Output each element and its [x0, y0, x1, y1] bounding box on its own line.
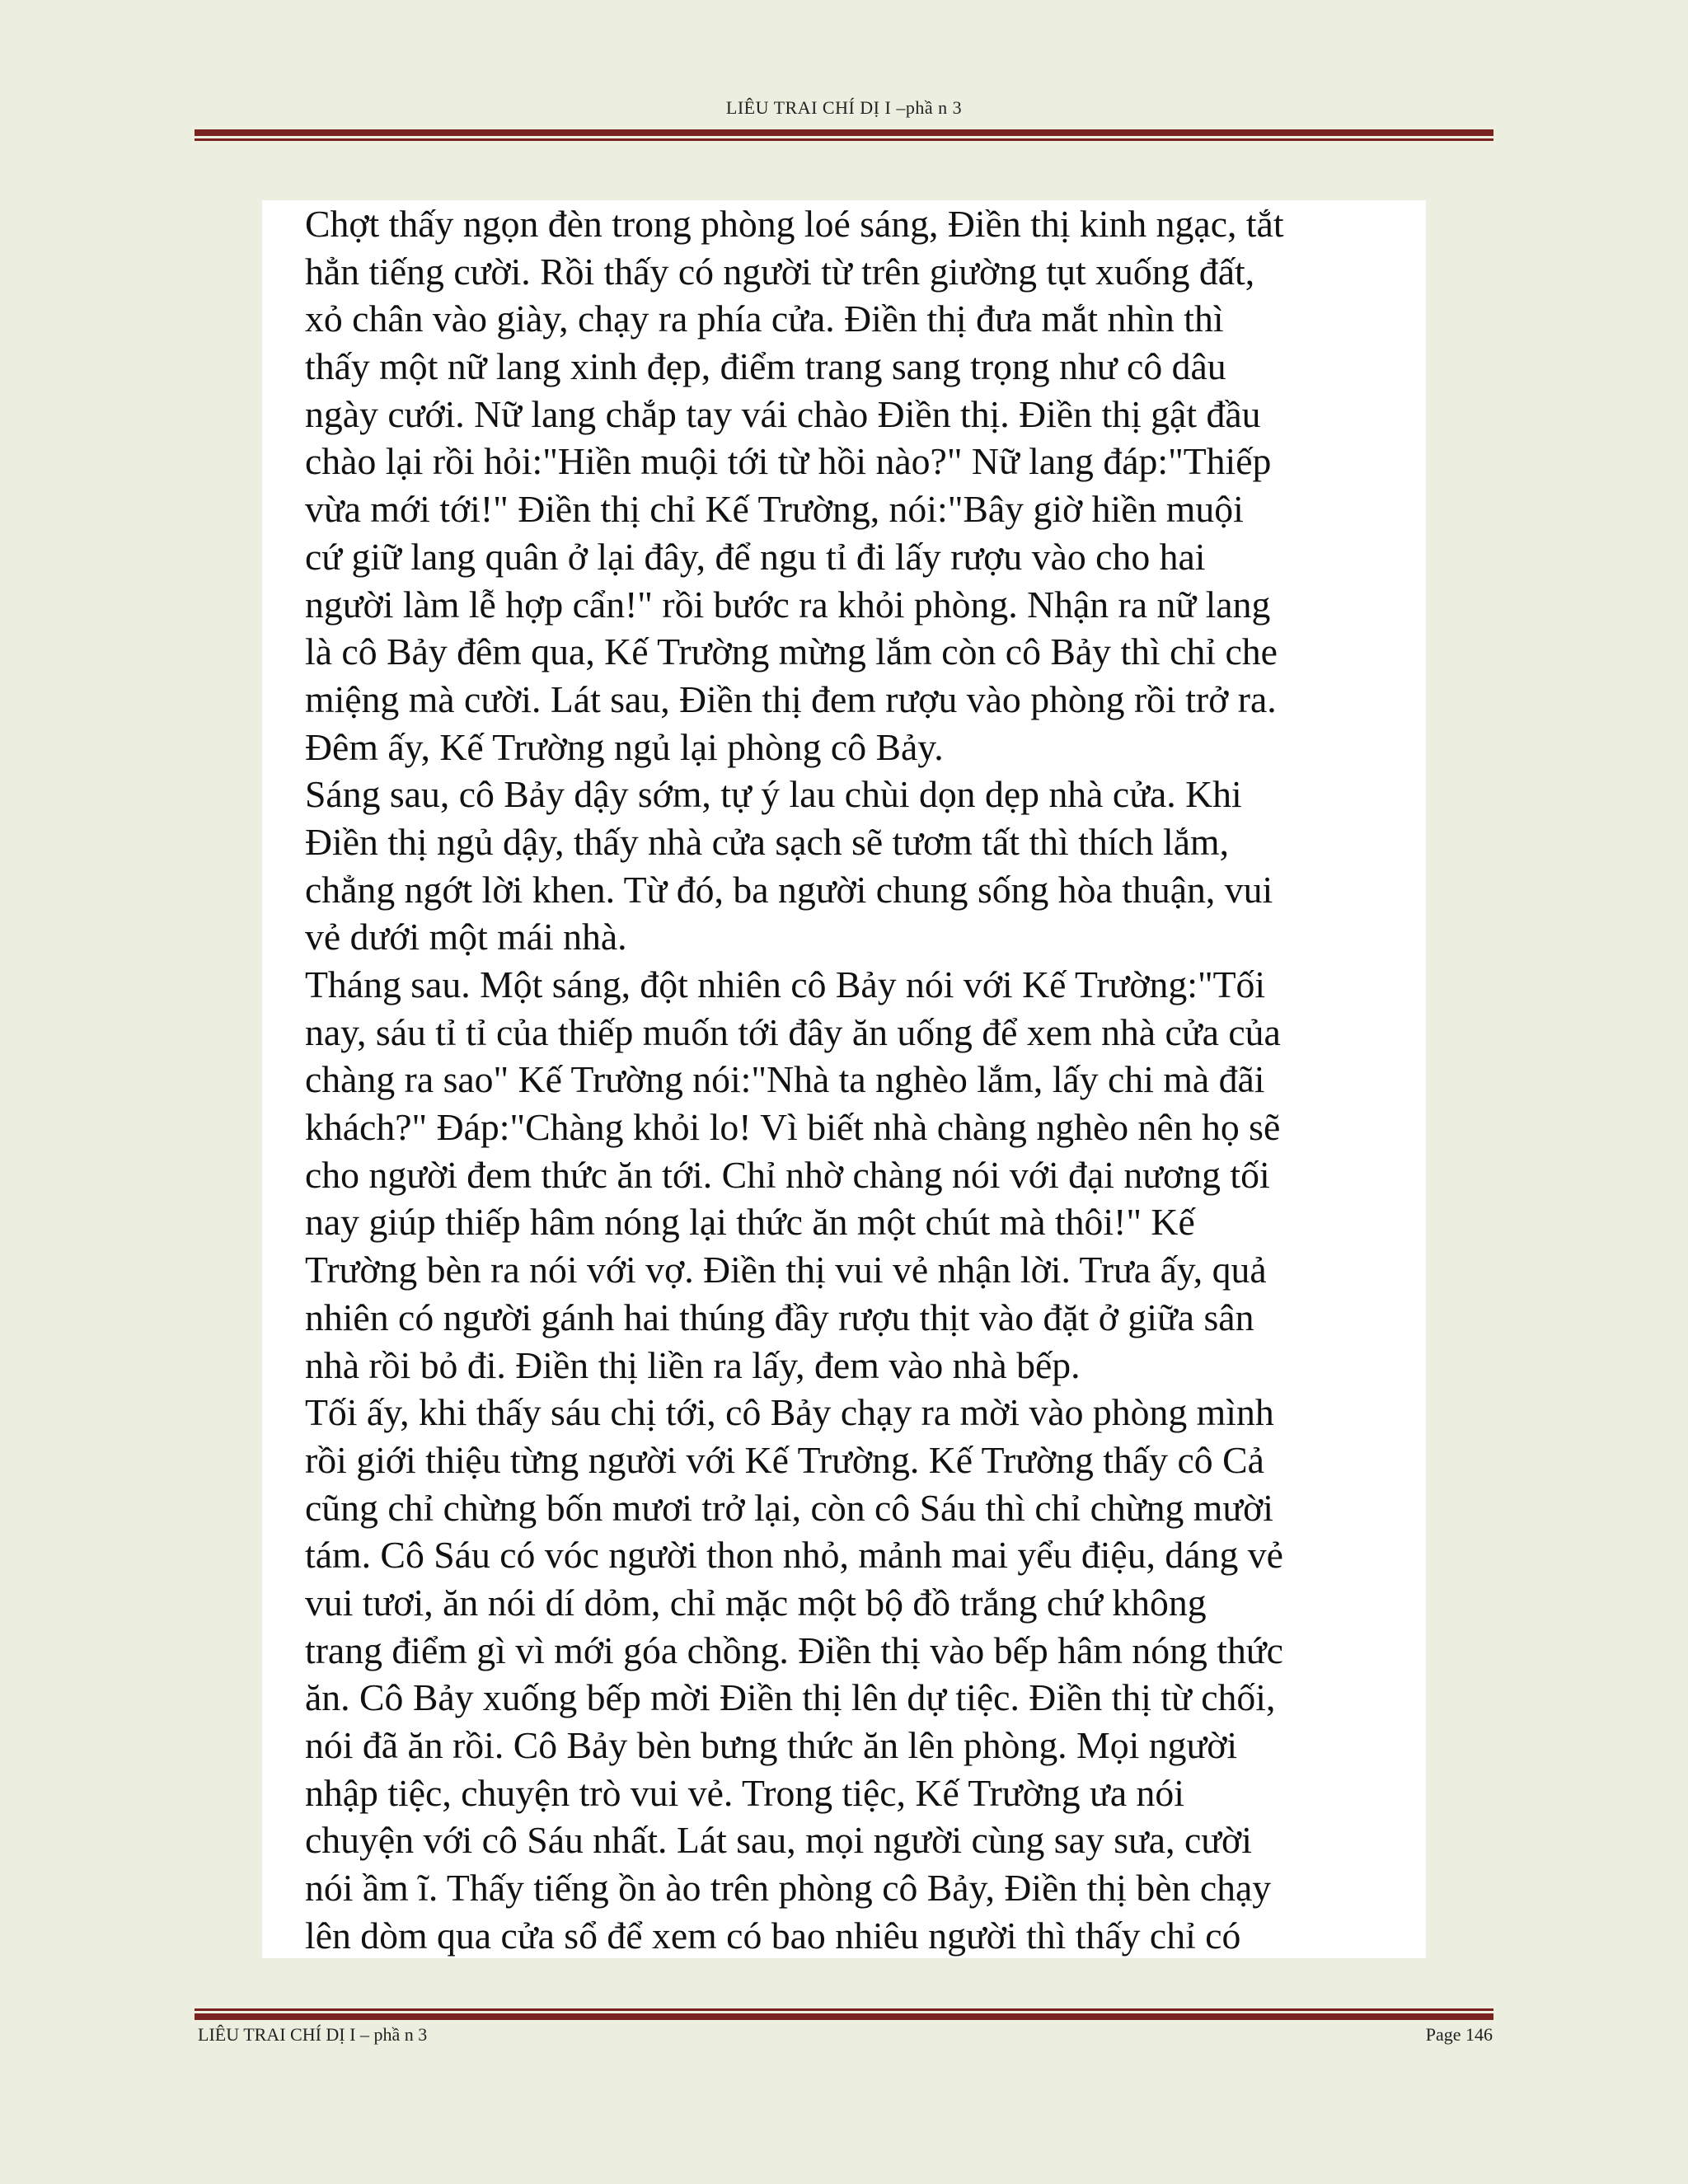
page-body	[262, 200, 1426, 1958]
text-line: chẳng ngớt lời khen. Từ đó, ba người chung sống hòa thuận, vui	[305, 868, 1273, 911]
text-line: thấy một nữ lang xinh đẹp, điểm trang sang trọng như cô dâu	[305, 345, 1226, 388]
text-line: lên dòm qua cửa sổ để xem có bao nhiêu người thì thấy chỉ có	[305, 1914, 1241, 1957]
text-line: nay, sáu tỉ tỉ của thiếp muốn tới đây ăn uống để xem nhà cửa của	[305, 1010, 1281, 1053]
text-line: vui tươi, ăn nói dí dỏm, chỉ mặc một bộ đồ trắng chứ không	[305, 1581, 1207, 1624]
text-line: là cô Bảy đêm qua, Kế Trường mừng lắm còn cô Bảy thì chỉ che	[305, 630, 1278, 673]
text-line: cho người đem thức ăn tới. Chỉ nhờ chàng nói với đại nương tối	[305, 1153, 1270, 1196]
text-line: cứ giữ lang quân ở lại đây, để ngu tỉ đi lấy rượu vào cho hai	[305, 535, 1206, 578]
page-number: Page 146	[1425, 2024, 1493, 2045]
footer-rule	[195, 2008, 1493, 2020]
text-line: Điền thị ngủ dậy, thấy nhà cửa sạch sẽ tươm tất thì thích lắm,	[305, 820, 1230, 863]
text-line: chuyện với cô Sáu nhất. Lát sau, mọi người cùng say sưa, cười	[305, 1819, 1252, 1862]
text-line: rồi giới thiệu từng người với Kế Trường. Kế Trường thấy cô Cả	[305, 1438, 1264, 1481]
text-line: xỏ chân vào giày, chạy ra phía cửa. Điền thị đưa mắt nhìn thì	[305, 298, 1224, 340]
text-line: người làm lễ hợp cẩn!" rồi bước ra khỏi phòng. Nhận ra nữ lang	[305, 583, 1271, 626]
text-line: nhập tiệc, chuyện trò vui vẻ. Trong tiệc, Kế Trường ưa nói	[305, 1771, 1184, 1814]
text-line: Sáng sau, cô Bảy dậy sớm, tự ý lau chùi dọn dẹp nhà cửa. Khi	[305, 773, 1242, 816]
text-line: nói đã ăn rồi. Cô Bảy bèn bưng thức ăn lên phòng. Mọi người	[305, 1724, 1238, 1766]
text-line: nhà rồi bỏ đi. Điền thị liền ra lấy, đem vào nhà bếp.	[305, 1343, 1081, 1386]
text-line: trang điểm gì vì mới góa chồng. Điền thị vào bếp hâm nóng thức	[305, 1629, 1283, 1671]
text-line: Tháng sau. Một sáng, đột nhiên cô Bảy nói với Kế Trường:"Tối	[305, 963, 1266, 1005]
text-line: chào lại rồi hỏi:"Hiền muội tới từ hồi nào?" Nữ lang đáp:"Thiếp	[305, 440, 1272, 483]
text-line: nay giúp thiếp hâm nóng lại thức ăn một chút mà thôi!" Kế	[305, 1201, 1195, 1244]
text-line: miệng mà cười. Lát sau, Điền thị đem rượu vào phòng rồi trở ra.	[305, 677, 1277, 720]
text-line: nói ầm ĩ. Thấy tiếng ồn ào trên phòng cô Bảy, Điền thị bèn chạy	[305, 1867, 1272, 1910]
running-header-title: LIÊU TRAI CHÍ DỊ I –phầ n 3	[725, 97, 963, 118]
text-line: chàng ra sao" Kế Trường nói:"Nhà ta nghèo lắm, lấy chi mà đãi	[305, 1058, 1265, 1101]
text-line: cũng chỉ chừng bốn mươi trở lại, còn cô Sáu thì chỉ chừng mười	[305, 1486, 1274, 1529]
running-footer-title: LIÊU TRAI CHÍ DỊ I – phầ n 3	[198, 2024, 428, 2045]
header-rule	[195, 129, 1493, 141]
text-line: hẳn tiếng cười. Rồi thấy có người từ trên giường tụt xuống đất,	[305, 250, 1255, 293]
text-line: nhiên có người gánh hai thúng đầy rượu thịt vào đặt ở giữa sân	[305, 1296, 1254, 1338]
text-line: ăn. Cô Bảy xuống bếp mời Điền thị lên dự tiệc. Điền thị từ chối,	[305, 1676, 1276, 1719]
text-line: tám. Cô Sáu có vóc người thon nhỏ, mảnh mai yểu điệu, dáng vẻ	[305, 1534, 1283, 1577]
text-line: ngày cưới. Nữ lang chắp tay vái chào Điền thị. Điền thị gật đầu	[305, 392, 1261, 435]
text-line: vẻ dưới một mái nhà.	[305, 916, 627, 958]
text-line: vừa mới tới!" Điền thị chỉ Kế Trường, nói:"Bây giờ hiền muội	[305, 488, 1244, 531]
text-line: khách?" Đáp:"Chàng khỏi lo! Vì biết nhà chàng nghèo nên họ sẽ	[305, 1106, 1281, 1149]
text-line: Đêm ấy, Kế Trường ngủ lại phòng cô Bảy.	[305, 725, 944, 768]
text-line: Tối ấy, khi thấy sáu chị tới, cô Bảy chạy ra mời vào phòng mình	[305, 1391, 1274, 1434]
text-line: Chợt thấy ngọn đèn trong phòng loé sáng, Điền thị kinh ngạc, tắt	[305, 203, 1284, 245]
body-text	[305, 200, 1426, 1959]
text-line: Trường bèn ra nói với vợ. Điền thị vui vẻ nhận lời. Trưa ấy, quả	[305, 1249, 1267, 1291]
